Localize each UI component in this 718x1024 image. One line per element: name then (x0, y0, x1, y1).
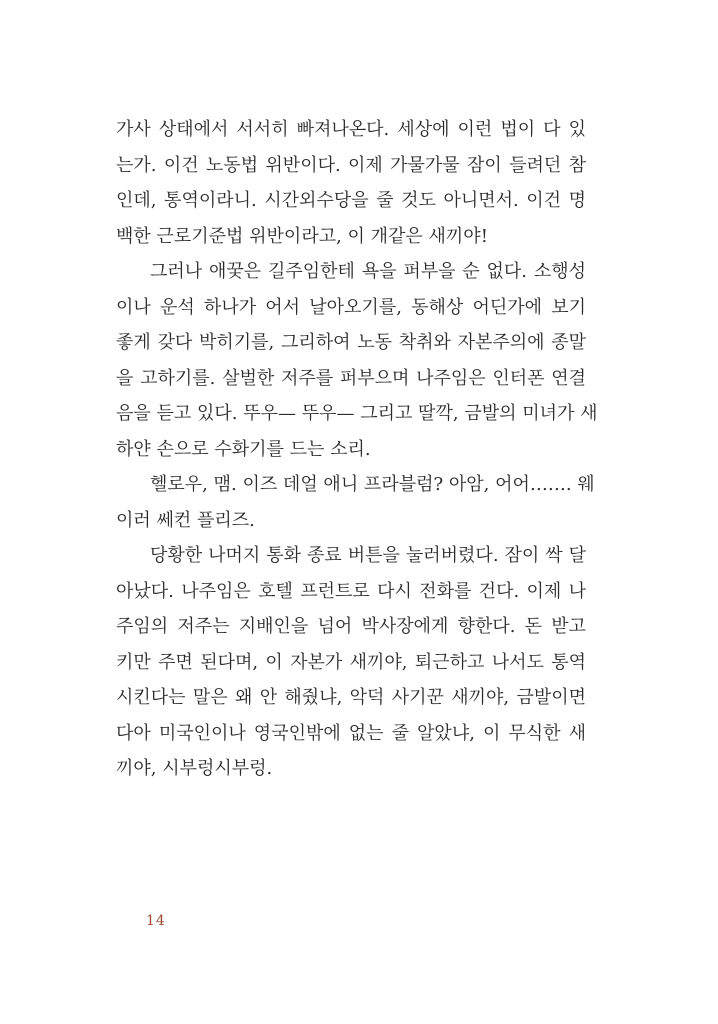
paragraph-3 (116, 467, 595, 538)
text-line: 인데, 통역이라니. 시간외수당을 줄 것도 아니면서. 이건 명 (116, 190, 586, 211)
text-line: 끼야, 시부렁시부렁. (116, 758, 273, 779)
paragraph-1 (116, 112, 586, 254)
text-line: 그러나 애꿎은 길주임한테 욕을 퍼부을 순 없다. 소행성 (150, 261, 586, 282)
paragraph-4 (116, 538, 586, 787)
text-line: 당황한 나머지 통화 종료 버튼을 눌러버렸다. 잠이 싹 달 (150, 545, 586, 566)
paragraph-2 (116, 254, 598, 467)
text-line: 가사 상태에서 서서히 빠져나온다. 세상에 이런 법이 다 있 (116, 119, 586, 140)
body-text (116, 112, 598, 787)
text-line: 이나 운석 하나가 어서 날아오기를, 동해상 어딘가에 보기 (116, 296, 586, 318)
text-line: 다아 미국인이나 영국인밖에 없는 줄 알았냐, 이 무식한 새 (116, 722, 586, 744)
text-line: 백한 근로기준법 위반이라고, 이 개같은 새끼야! (116, 225, 488, 247)
text-line: 헬로우, 맴. 이즈 데얼 애니 프라블럼? 아암, 어어……. 웨 (150, 474, 595, 495)
text-line: 주임의 저주는 지배인을 넘어 박사장에게 향한다. 돈 받고 (116, 616, 586, 637)
text-line: 아났다. 나주임은 호텔 프런트로 다시 전화를 건다. 이제 나 (116, 580, 586, 602)
text-line: 좋게 갖다 박히기를, 그리하여 노동 착취와 자본주의에 종말 (116, 332, 586, 353)
text-line: 시킨다는 말은 왜 안 해줬냐, 악덕 사기꾼 새끼야, 금발이면 (116, 687, 586, 708)
text-line: 이러 쎄컨 플리즈. (116, 509, 255, 531)
text-line: 을 고하기를. 살벌한 저주를 퍼부으며 나주임은 인터폰 연결 (116, 367, 586, 389)
text-line: 음을 듣고 있다. 뚜우— 뚜우— 그리고 딸깍, 금발의 미녀가 새 (116, 403, 598, 424)
text-line: 는가. 이건 노동법 위반이다. 이제 가물가물 잠이 들려던 참 (116, 154, 586, 176)
text-line: 하얀 손으로 수화기를 드는 소리. (116, 438, 371, 460)
page-number: 14 (146, 913, 166, 929)
text-line: 키만 주면 된다며, 이 자본가 새끼야, 퇴근하고 나서도 통역 (116, 651, 586, 673)
